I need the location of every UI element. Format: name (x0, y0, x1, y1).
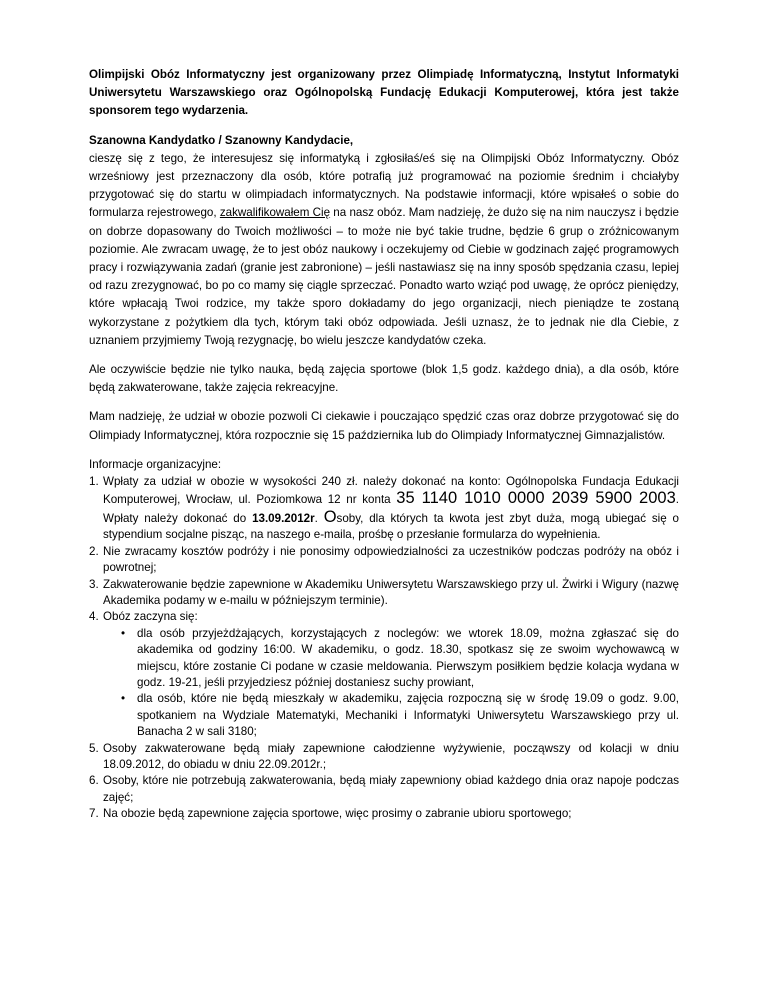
item-body: Osoby, które nie potrzebują zakwaterowania, będą miały zapewniony obiad każdego dnia oraz napoje podczas zajęć; (103, 774, 679, 804)
greeting: Szanowna Kandydatko / Szanowny Kandydacie, (89, 133, 354, 147)
item-body: Zakwaterowanie będzie zapewnione w Akademiku Uniwersytetu Warszawskiego przy ul. Żwirki i Wigury (nazwę Akademika podamy w e-mailu w późniejszym terminie). (103, 577, 679, 607)
item-body: Obóz zaczyna się: (103, 610, 198, 624)
item1-text-a: Wpłaty za udział w obozie w wysokości 240 zł. należy dokonać na konto: Ogólnopolska Fundacja Edukacji Komputerowej, Wrocław, ul. Poziomkowa 12 nr konta (103, 475, 679, 507)
sub-item-text: dla osób przyjeżdżających, korzystających z noclegów: we wtorek 18.09, można zgłaszać się do akademika od godziny 16:00. W akademiku, o godz. 18.30, spotkasz się ze swoim wychowawcą w miejscu, które zostanie Ci podane w czasie meldowania. Pierwszym posiłkiem będzie kolacja wydana w godz. 19-21, jeśli przyjedziesz później dostaniesz suchy prowiant, (137, 626, 679, 689)
letter-paragraph-2: Ale oczywiście będzie nie tylko nauka, będą zajęcia sportowe (blok 1,5 godz. każdego dnia), a dla osób, które będą zakwaterowane, także zajęcia rekreacyjne. (89, 363, 679, 395)
letter-paragraph-1 (89, 150, 679, 350)
item-number: 2. (89, 544, 99, 558)
letter-p1-end: na nasz obóz. Mam nadzieję, że dużo się na nim nauczysz i będzie on dobrze dopasowany do Twoich możliwości – to może nie być takie trudne, będzie 6 grup o zróżnicowanym poziomie. Ale zwracam uwagę, że to jest obóz naukowy i oczekujemy od Ciebie w godzinach zajęć programowych pracy i rozwiązywania zadań (granie jest zabronione) – jeśli nastawiasz się na inny sposób spędzania czasu, lepiej od razu zrezygnować, bo po co mamy się ciągle sprzeczać. Ponadto warto wziąć pod uwagę, że oprócz pieniędzy, które wpłacają Twoi rodzice, my także sporo dokładamy do jego organizacji, niech pieniądze te zostaną wykorzystane z pożytkiem dla tych, którym taki obóz odpowiada. Jeśli uznasz, że to jednak nie dla Ciebie, z uznaniem przyjmiemy Twoją rezygnację, bo wielu jeszcze kandydatów czeka. (89, 206, 679, 347)
item1-big-letter: O (323, 507, 337, 526)
item-body: Nie zwracamy kosztów podróży i nie ponosimy odpowiedzialności za uczestników podczas podróży na obóz i powrotnej; (103, 544, 679, 575)
bullet-icon: • (121, 692, 126, 706)
letter-p1-start: cieszę się z tego, że interesujesz się informatyką i zgłosiłaś/eś się na Olimpijski Obóz Informatyczny. Obóz wrześniowy jest przeznaczony dla osób, które potrafią już programować na poziomie średnim i chciałyby przygotować się do startu w olimpiadach informatycznych. Na podstawie informacji, które wpisałeś o sobie do formularza rejestrowego, (89, 151, 679, 220)
start-detail-commuters (103, 691, 679, 740)
start-detail-residents (103, 626, 679, 692)
item-number: 6. (89, 774, 99, 788)
item-number: 4. (89, 610, 99, 624)
item-number: 7. (89, 807, 99, 821)
info-item-4 (89, 609, 679, 740)
item-body (103, 474, 679, 544)
info-heading: Informacje organizacyjne: (89, 457, 222, 471)
info-item-3 (89, 577, 679, 610)
info-item-7 (89, 806, 679, 822)
item-number: 1. (89, 475, 99, 489)
item-number: 3. (89, 577, 99, 591)
bank-account-number: 35 1140 1010 0000 2039 5900 2003 (396, 489, 676, 508)
sub-item-text: dla osób, które nie będą mieszkały w akademiku, zajęcia rozpoczną się w środę 19.09 o godz. 9.00, spotkaniem na Wydziale Matematyki, Mechaniki i Informatyki Uniwersytetu Warszawskiego przy ul. Banacha 2 w sali 3180; (137, 692, 679, 739)
info-item-5 (89, 741, 679, 774)
qualified-underline: zakwalifikowałem Cię (219, 206, 331, 220)
letter-paragraph-3: Mam nadzieję, że udział w obozie pozwoli Ci ciekawie i pouczająco spędzić czas oraz dobrze przygotować się do Olimpiady Informatycznej, która rozpocznie się 15 października lub do Olimpiady Informatycznej Gimnazjalistów. (89, 410, 679, 442)
info-item-6 (89, 773, 679, 806)
intro-paragraph: Olimpijski Obóz Informatyczny jest organizowany przez Olimpiadę Informatyczną, Instytut Informatyki Uniwersytetu Warszawskiego oraz Ogólnopolską Fundację Edukacji Komputerowej, która jest także sponsorem tego wydarzenia. (89, 68, 679, 118)
document-page (89, 66, 679, 823)
item-number: 5. (89, 741, 99, 755)
info-item-1 (89, 474, 679, 544)
info-list (89, 474, 679, 823)
item1-text-b: . Wpłaty należy dokonać do (103, 493, 679, 525)
info-item-2 (89, 544, 679, 577)
item-body: Na obozie będą zapewnione zajęcia sportowe, więc prosimy o zabranie ubioru sportowego; (103, 807, 572, 821)
item1-text-c: . (314, 511, 324, 525)
item-body: Osoby zakwaterowane będą miały zapewnione całodzienne wyżywienie, począwszy od kolacji w dniu 18.09.2012, do obiadu w dniu 22.09.2012r.; (103, 741, 679, 771)
start-details-list (103, 626, 679, 741)
bullet-icon: • (121, 626, 126, 640)
item1-text-d: soby, dla których ta kwota jest zbyt duża, mogą ubiegać się o stypendium socjalne pisząc, na naszego e-maila, prośbę o przesłanie formularza do wypełnienia. (103, 511, 679, 542)
payment-deadline: 13.09.2012r (252, 511, 315, 525)
